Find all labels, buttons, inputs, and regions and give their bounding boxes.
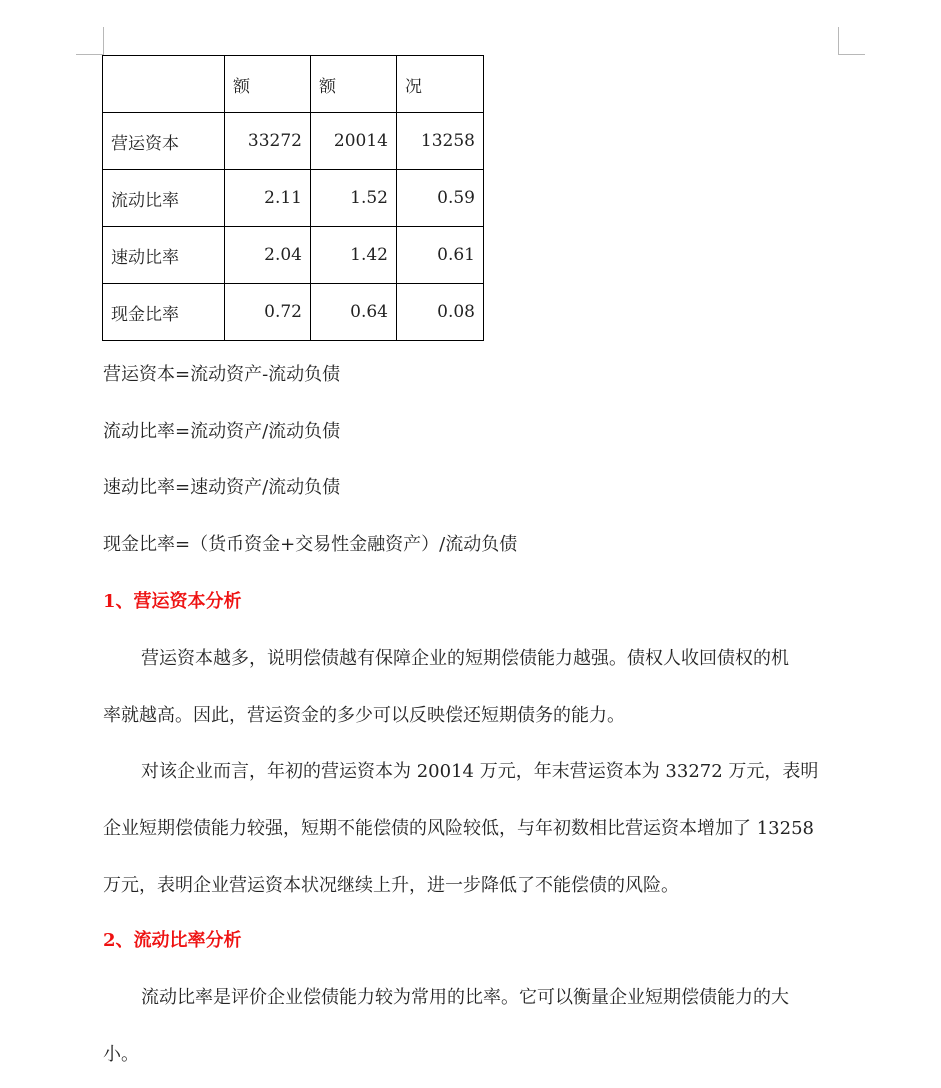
table-header-row: [103, 56, 484, 113]
table-header-cell: [103, 56, 225, 113]
row-label: 流动比率: [103, 170, 225, 227]
table-cell: 33272: [225, 113, 311, 170]
paragraph-line: 流动比率是评价企业偿债能力较为常用的比率。它可以衡量企业短期偿债能力的大: [141, 987, 789, 1008]
table-row: [103, 227, 484, 284]
table-cell: 13258: [397, 113, 484, 170]
row-label: 速动比率: [103, 227, 225, 284]
table-row: [103, 170, 484, 227]
section-heading-working-capital: 1、营运资本分析: [103, 591, 242, 612]
crop-mark-top-right-h: [838, 54, 865, 55]
section-heading-current-ratio: 2、流动比率分析: [103, 930, 242, 951]
table-header-cell: 额: [225, 56, 311, 113]
row-label: 现金比率: [103, 284, 225, 341]
paragraph-line: 率就越高。因此，营运资金的多少可以反映偿还短期债务的能力。: [103, 705, 625, 726]
paragraph-line: 企业短期偿债能力较强，短期不能偿债的风险较低，与年初数相比营运资本增加了 13258: [103, 818, 814, 839]
table-row: [103, 113, 484, 170]
crop-mark-top-left: [103, 27, 104, 55]
paragraph-line: 营运资本越多，说明偿债越有保障企业的短期偿债能力越强。债权人收回债权的机: [141, 648, 789, 669]
table-cell: 0.08: [397, 284, 484, 341]
formula-quick-ratio: 速动比率=速动资产/流动负债: [103, 477, 341, 498]
row-label: 营运资本: [103, 113, 225, 170]
paragraph-line: 小。: [103, 1044, 139, 1065]
formula-current-ratio: 流动比率=流动资产/流动负债: [103, 421, 341, 442]
table-cell: 0.61: [397, 227, 484, 284]
table-header-cell: 况: [397, 56, 484, 113]
table-cell: 2.04: [225, 227, 311, 284]
table-row: [103, 284, 484, 341]
paragraph-line: 对该企业而言，年初的营运资本为 20014 万元，年末营运资本为 33272 万元，表明: [141, 761, 819, 782]
table-cell: 2.11: [225, 170, 311, 227]
ratio-table: [102, 55, 484, 341]
table-cell: 1.42: [311, 227, 397, 284]
table-cell: 0.64: [311, 284, 397, 341]
table-cell: 1.52: [311, 170, 397, 227]
formula-working-capital: 营运资本=流动资产-流动负债: [103, 364, 341, 385]
crop-mark-top-left-h: [76, 54, 103, 55]
table-cell: 20014: [311, 113, 397, 170]
table-cell: 0.59: [397, 170, 484, 227]
table-cell: 0.72: [225, 284, 311, 341]
paragraph-line: 万元，表明企业营运资本状况继续上升，进一步降低了不能偿债的风险。: [103, 875, 679, 896]
crop-mark-top-right: [838, 27, 839, 55]
formula-cash-ratio: 现金比率=（货币资金+交易性金融资产）/流动负债: [103, 534, 518, 555]
table-header-cell: 额: [311, 56, 397, 113]
